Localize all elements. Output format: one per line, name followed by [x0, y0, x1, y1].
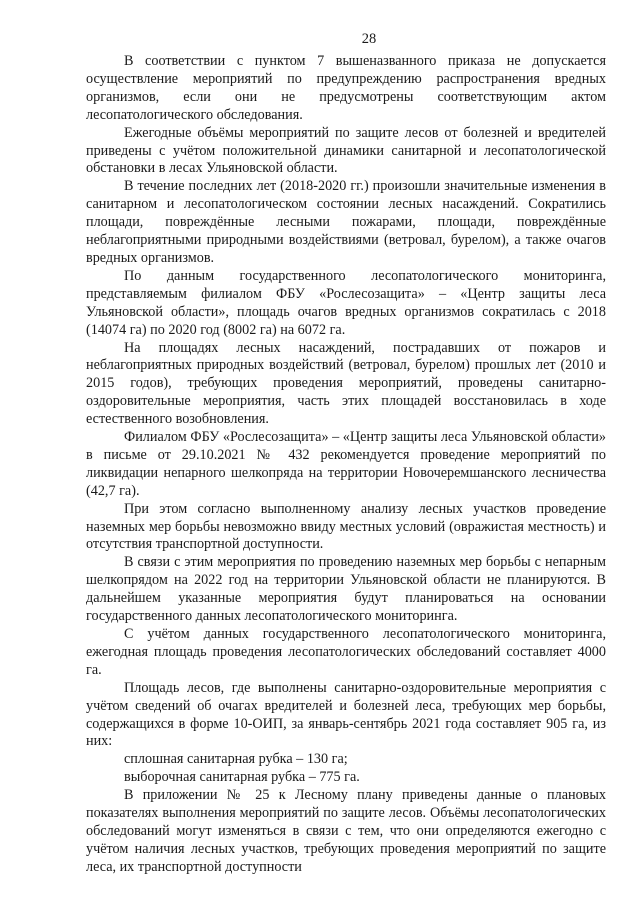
paragraph: В течение последних лет (2018-2020 гг.) произошли значительные изменения в санитарном и лесопатологическом состоянии лесных насаждений. Сократились площади, повреждённые лесными пожарами, площади, повреждённые неблагоприятными природными воздействиями (ветровал, бурелом), а также очагов вредных организмов.: [86, 178, 606, 266]
paragraph: При этом согласно выполненному анализу лесных участков проведение наземных мер борьбы невозможно ввиду местных условий (овражистая местность) и отсутствия транспортной доступности.: [86, 500, 606, 553]
document-body: [86, 53, 606, 877]
paragraph: Ежегодные объёмы мероприятий по защите лесов от болезней и вредителей приведены с учётом положительной динамики санитарной и лесопатологической обстановки в лесах Ульяновской области.: [86, 124, 606, 177]
paragraph: Филиалом ФБУ «Рослесозащита» – «Центр защиты леса Ульяновской области» в письме от 29.10.2021 № 432 рекомендуется проведение мероприятий по ликвидации непарного шелкопряда на территории Новочеремшанского лесничества (42,7 га).: [86, 429, 606, 499]
paragraph: В связи с этим мероприятия по проведению наземных мер борьбы с непарным шелкопрядом на 2022 год на территории Ульяновской области не планируются. В дальнейшем указанные мероприятия будут планироваться на основании государственного данных лесопатологического мониторинга.: [86, 554, 606, 625]
paragraph: В приложении № 25 к Лесному плану приведены данные о плановых показателях выполнения мероприятий по защите лесов. Объёмы лесопатологических обследований могут изменяться в связи с тем, что они определяются ежегодно с учётом наличия лесных участков, требующих проведения мероприятий по защите леса, их транспортной доступности: [86, 787, 606, 875]
paragraph: С учётом данных государственного лесопатологического мониторинга, ежегодная площадь проведения лесопатологических обследований составляет 4000 га.: [86, 626, 606, 678]
page-number: 28: [361, 31, 377, 47]
paragraph: Площадь лесов, где выполнены санитарно-оздоровительные мероприятия с учётом сведений об очагах вредителей и болезней леса, требующих мер борьбы, содержащихся в форме 10-ОИП, за январь-сентябрь 2021 года составляет 905 га, из них:: [86, 679, 606, 750]
paragraph: По данным государственного лесопатологического мониторинга, представляемым филиалом ФБУ «Рослесозащита» – «Центр защиты леса Ульяновской области», площадь очагов вредных организмов сократилась с 2018 (14074 га) по 2020 год (8002 га) на 6072 га.: [86, 267, 606, 338]
list-item: выборочная санитарная рубка – 775 га.: [124, 769, 360, 786]
list-item: сплошная санитарная рубка – 130 га;: [124, 751, 348, 768]
paragraph: На площадях лесных насаждений, пострадавших от пожаров и неблагоприятных природных воздействий (ветровал, бурелом) прошлых лет (2010 и 2015 годов), требующих проведения мероприятий, проведены санитарно-оздоровительные мероприятия, часть этих площадей восстановилась в ходе естественного возобновления.: [86, 339, 606, 428]
paragraph: В соответствии с пунктом 7 вышеназванного приказа не допускается осуществление мероприятий по предупреждению распространения вредных организмов, если они не предусмотрены соответствующим актом лесопатологического обследования.: [86, 53, 606, 123]
